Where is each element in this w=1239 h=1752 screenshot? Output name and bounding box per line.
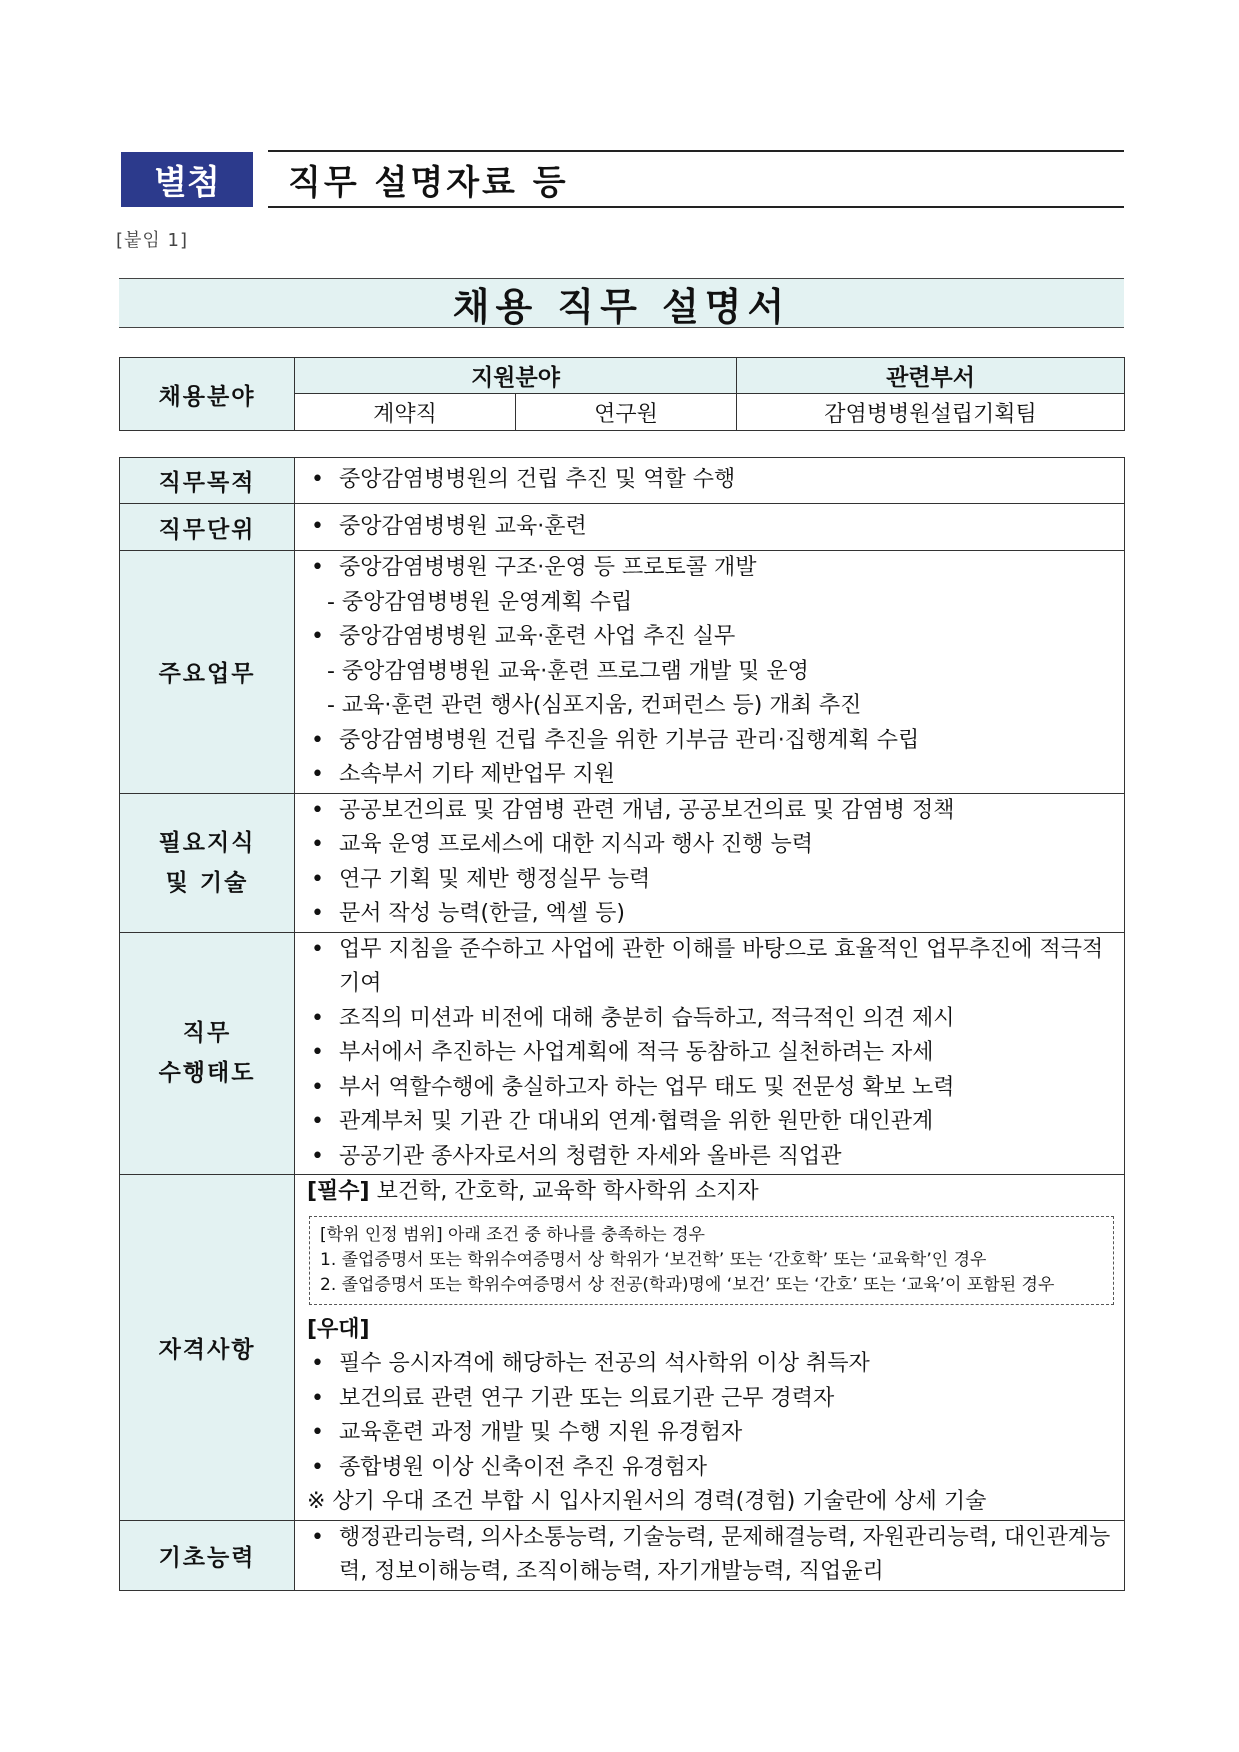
unit-label: 직무단위 — [120, 504, 295, 551]
knowledge-content — [295, 793, 1125, 932]
list-item: • 조직의 미션과 비전에 대해 충분히 습득하고, 적극적인 의견 제시 — [307, 1002, 1114, 1037]
list-item: • 중앙감염병병원의 건립 추진 및 역할 수행 — [307, 463, 1114, 498]
knowledge-label-line1: 필요지식 — [158, 829, 256, 856]
note-line: ※ 상기 우대 조건 부합 시 입사지원서의 경력(경험) 기술란에 상세 기술 — [307, 1489, 987, 1514]
list-item: • 교육 운영 프로세스에 대한 지식과 행사 진행 능력 — [307, 828, 1114, 863]
attitude-label-line1: 직무 — [182, 1020, 232, 1047]
attitude-label — [120, 932, 295, 1175]
purpose-label: 직무목적 — [120, 458, 295, 504]
attachment-badge: 별첨 — [121, 152, 253, 207]
box-line: 1. 졸업증명서 또는 학위수여증명서 상 학위가 ‘보건학’ 또는 ‘간호학’ 또는 ‘교육학’인 경우 — [320, 1249, 987, 1270]
required-text: 보건학, 간호학, 교육학 학사학위 소지자 — [369, 1179, 759, 1204]
job-description-table — [119, 457, 1125, 1591]
list-item: • 교육훈련 과정 개발 및 수행 지원 유경험자 — [307, 1416, 1114, 1451]
list-item: • 필수 응시자격에 해당하는 전공의 석사학위 이상 취득자 — [307, 1347, 1114, 1382]
qualification-label: 자격사항 — [120, 1175, 295, 1521]
duties-content — [295, 551, 1125, 794]
knowledge-label-line2: 및 기술 — [165, 869, 249, 896]
support-field-header: 지원분야 — [295, 358, 737, 394]
list-item: • 중앙감염병병원 구조·운영 등 프로토콜 개발 — [307, 551, 1114, 586]
required-line — [307, 1175, 1114, 1210]
list-item: • 중앙감염병병원 교육·훈련 — [307, 510, 1114, 545]
list-item: • 부서에서 추진하는 사업계획에 적극 동참하고 실천하려는 자세 — [307, 1036, 1114, 1071]
required-tag: [필수] — [307, 1179, 370, 1204]
basic-ability-label: 기초능력 — [120, 1520, 295, 1590]
qualification-content — [295, 1175, 1125, 1521]
attitude-label-line2: 수행태도 — [158, 1060, 256, 1087]
list-item: • 부서 역할수행에 충실하고자 하는 업무 태도 및 전문성 확보 노력 — [307, 1071, 1114, 1106]
list-item: • 보건의료 관련 연구 기관 또는 의료기관 근무 경력자 — [307, 1382, 1114, 1417]
header-rule-top — [268, 150, 1124, 152]
degree-criteria-box — [309, 1216, 1114, 1305]
position-name: 연구원 — [516, 394, 737, 431]
department-name: 감염병병원설립기획팀 — [737, 394, 1125, 431]
list-item: • 문서 작성 능력(한글, 엑셀 등) — [307, 897, 1114, 932]
header-rule-bottom — [268, 206, 1124, 208]
list-item: • 중앙감염병병원 교육·훈련 사업 추진 실무 — [307, 620, 1114, 655]
sub-item: - 중앙감염병병원 운영계획 수립 — [327, 589, 633, 615]
list-item: • 관계부처 및 기관 간 대내외 연계·협력을 위한 원만한 대인관계 — [307, 1105, 1114, 1140]
employment-type: 계약직 — [295, 394, 516, 431]
department-header: 관련부서 — [737, 358, 1125, 394]
list-item: • 공공보건의료 및 감염병 관련 개념, 공공보건의료 및 감염병 정책 — [307, 794, 1114, 829]
duties-label: 주요업무 — [120, 551, 295, 794]
recruit-label: 채용분야 — [120, 358, 295, 431]
list-item: • 종합병원 이상 신축이전 추진 유경험자 — [307, 1451, 1114, 1486]
knowledge-label — [120, 793, 295, 932]
list-item: • 연구 기획 및 제반 행정실무 능력 — [307, 863, 1114, 898]
basic-ability-content — [295, 1520, 1125, 1590]
list-item: • 업무 지침을 준수하고 사업에 관한 이해를 바탕으로 효율적인 업무추진에 적극적 기여 — [307, 933, 1114, 1002]
document-title: 채용 직무 설명서 — [119, 278, 1124, 328]
section-title: 직무 설명자료 등 — [288, 163, 569, 203]
list-item: • 행정관리능력, 의사소통능력, 기술능력, 문제해결능력, 자원관리능력, 대인관계능력, 정보이해능력, 조직이해능력, 자기개발능력, 직업윤리 — [307, 1521, 1114, 1590]
list-item: • 중앙감염병병원 건립 추진을 위한 기부금 관리·집행계획 수립 — [307, 724, 1114, 759]
purpose-content — [295, 458, 1125, 504]
box-line: 2. 졸업증명서 또는 학위수여증명서 상 전공(학과)명에 ‘보건’ 또는 ‘간호’ 또는 ‘교육’이 포함된 경우 — [320, 1274, 1055, 1295]
sub-item: - 교육·훈련 관련 행사(심포지움, 컨퍼런스 등) 개최 추진 — [327, 693, 862, 718]
preferred-tag: [우대] — [307, 1316, 370, 1342]
unit-content — [295, 504, 1125, 551]
sub-item: - 중앙감염병병원 교육·훈련 프로그램 개발 및 운영 — [327, 658, 809, 684]
box-line: [학위 인정 범위] 아래 조건 중 하나를 충족하는 경우 — [320, 1224, 705, 1245]
attitude-content — [295, 932, 1125, 1175]
recruit-field-table — [119, 357, 1125, 431]
attachment-label: [붙임 1] — [116, 230, 188, 251]
list-item: • 공공기관 종사자로서의 청렴한 자세와 올바른 직업관 — [307, 1140, 1114, 1175]
list-item: • 소속부서 기타 제반업무 지원 — [307, 758, 1114, 793]
